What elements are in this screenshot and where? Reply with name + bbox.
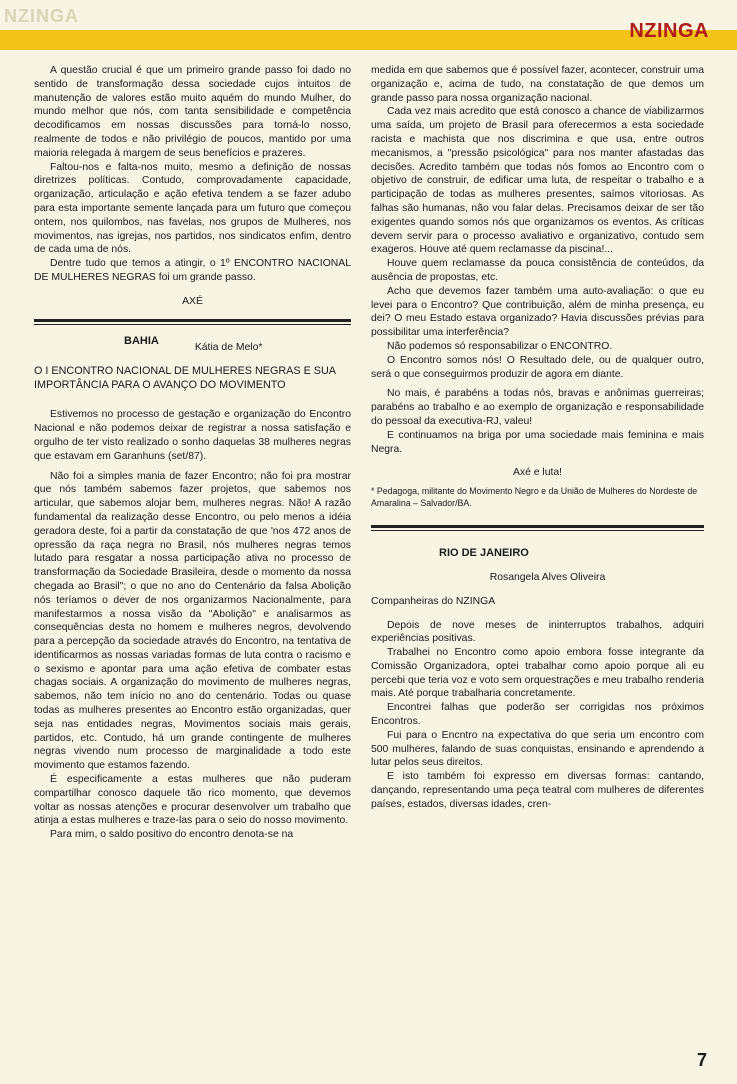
axe-luta-signoff: Axé e luta! (512, 467, 563, 479)
right-column (371, 64, 704, 812)
left-column (34, 64, 351, 842)
section-heading-bahia: BAHIA (124, 334, 159, 347)
paragraph: Cada vez mais acredito que está conosco a chance de viabilizarmos uma saída, um projeto de Brasil para oferecermos a esta sociedade racista e machista que nos discrimina e que usa, entre outros mecanismos, a "pressão psicológica" para nos manter afastadas das decisões. Acredito também que todas nós fomos ao Encontro com o objetivo de construir, de edificar uma luta, de respeitar o trabalho e a participação de todas as mulheres presentes, saímos vitoriosas. As falhas são humanas, não vou falar delas. Precisamos deixar de ser tão exigentes quando somos nós que organizamos os eventos. As críticas devem servir para o processo avaliativo e organizativo, contudo sem exageros. Houve até quem reclamasse da piscina!... (371, 106, 704, 256)
section-divider (34, 319, 351, 322)
header-bar (0, 30, 737, 50)
paragraph: Depois de nove meses de ininterruptos trabalhos, adquiri experiências positivas. (371, 619, 704, 645)
paragraph: Faltou-nos e falta-nos muito, mesmo a definição de nossas diretrizes políticas. Contudo, comprovadamente capacidade, organização, articulação e ação efetiva tendem a se fazer adubo para esta importante semente lançada para um futuro que começou ontem, nos quilombos, nas favelas, nos grupos de Mulheres, nos movimentos, nas igrejas, nos partidos, nos sindicatos enfim, dentro de cada uma de nós. (34, 161, 351, 256)
paragraph: Não foi a simples mania de fazer Encontro; não foi pra mostrar que nós também sabemos fazer projetos, que sabemos nos articular, que sabemos alojar bem, mulheres negras. Não! A razão fundamental da realização desse Encontro, ou pelo menos a idéia geradora deste, foi a partir da constatação de que 'nos 472 anos de opressão da raça negra no Brasil, nós mulheres negras temos lutado para resgatar a nossa participação ativa no processo de transformação da Sociedade Brasileira, desde o momento da nossa chegada ao Brasil"; o que no ano do Centenário da falsa Abolição nós teríamos o dever de nos organizarmos Nacionalmente, para manifestarmos a nossa visão da "Abolição" e analisarmos as consequências desta no homem e mulheres negros, devolvendo para a percepção da sociedade através do Encontro, na tentativa de identificarmos as nossas variadas formas de luta contra o racismo e o sexismo e apontar para uma ação efetiva de combater estas chagas sociais. A organização do movimento de mulheres negras, sabemos, não tem início no ano do centenário. Todas ou quase todas as mulheres presentes ao Encontro estão organizadas, quer seja nas entidades negras, Movimentos sociais mais gerais, partidos, etc. Contudo, há um grande contingente de mulheres negras vivendo num processo de marginalidade a todo este movimento que estamos fazendo. (34, 470, 351, 772)
paragraph: Trabalhei no Encontro como apoio embora fosse integrante da Comissão Organizadora, optei trabalhar como apoio porque ali eu percebi que teria voz e voto sem orquestrações e meu trabalho renderia mais. Até porque trabalharia concretamente. (371, 647, 704, 700)
footnote: * Pedagoga, militante do Movimento Negro e da União de Mulheres do Nordeste de Amaralina – Salvador/BA. (371, 486, 698, 508)
magazine-title: NZINGA (629, 20, 709, 42)
paragraph: Acho que devemos fazer também uma auto-avaliação: o que eu levei para o Encontro? Que contribuição, além de minha presença, eu dei? O meu Estado estava organizado? Havia discussões prévias para possibilitar uma interferência? (371, 285, 704, 339)
section-heading-rio: RIO DE JANEIRO (439, 547, 529, 560)
paragraph: É especificamente a estas mulheres que não puderam compartilhar conosco daquele tão rico momento, que devemos voltar as nossas atenções e procurar desenvolver um trabalho que atinja a estas mulheres e traze-las para o seio do nosso movimento. (34, 774, 351, 827)
bleed-through-title: NZINGA (4, 6, 79, 26)
paragraph: Fui para o Encntro na expectativa do que seria um encontro com 500 mulheres, falando de suas conquistas, ensinando e aprendendo a lutar pelos seus direitos. (371, 729, 704, 769)
paragraph: E continuamos na briga por uma sociedade mais feminina e mais Negra. (371, 429, 704, 455)
paragraph: Não podemos só responsabilizar o ENCONTRO. (387, 340, 613, 352)
paragraph: medida em que sabemos que é possível fazer, acontecer, construir uma organização e, acima de tudo, na constatação de que demos um grande passo para nossa organização nacional. (371, 65, 704, 104)
bahia-heading-row (34, 334, 351, 353)
paragraph: O Encontro somos nós! O Resultado dele, ou de qualquer outro, será o que conseguirmos produzir de agora em diante. (371, 354, 704, 380)
paragraph: A questão crucial é que um primeiro grande passo foi dado no sentido de transformação dessa sociedade cujos intuitos de manutenção de valores estão muito aquém do mundo Mulher, do mundo melhor que nós, com tanta sensibilidade e competência decodificamos em nossas discussões para torná-lo nosso, realmente de todos e não privilégio de poucos, mantido por uma maioria relegada à margem de seus benefícios e prazeres. (34, 65, 351, 159)
greeting: Companheiras do NZINGA (371, 595, 496, 607)
paragraph: E isto também foi expresso em diversas formas: cantando, dançando, representando uma peça teatral com mulheres de diferentes países, estados, diversas idades, cren- (371, 771, 704, 810)
paragraph: Encontrei falhas que poderão ser corrigidas nos próximos Encontros. (371, 702, 704, 728)
author-byline: Kátia de Melo* (194, 341, 263, 353)
section-divider (371, 525, 704, 528)
paragraph: Houve quem reclamasse da pouca consistência de conteúdos, da ausência de propostas, etc. (371, 258, 704, 283)
page-number: 7 (696, 1050, 707, 1070)
paragraph: Estivemos no processo de gestação e organização do Encontro Nacional e não podemos deixar de registrar a nossa satisfação e orgulho de ter visto realizado o sonho daquelas 38 mulheres negras que estavam em Garanhuns (set/87). (34, 409, 351, 462)
article-title: O I ENCONTRO NACIONAL DE MULHERES NEGRAS E SUA IMPORTÂNCIA PARA O AVANÇO DO MOVIMENTO (34, 365, 336, 392)
author-byline: Rosangela Alves Oliveira (489, 571, 606, 583)
paragraph: Dentre tudo que temos a atingir, o 1º ENCONTRO NACIONAL DE MULHERES NEGRAS foi um grande passo. (34, 258, 351, 283)
paragraph: Para mim, o saldo positivo do encontro denota-se na (50, 829, 294, 841)
axe-signoff: AXÉ (182, 295, 203, 307)
paragraph: No mais, é parabéns a todas nós, bravas e anônimas guerreiras; parabéns ao trabalho e ao exemplo de organização e responsabilidade do pessoal da executiva-RJ, valeu! (371, 388, 704, 427)
